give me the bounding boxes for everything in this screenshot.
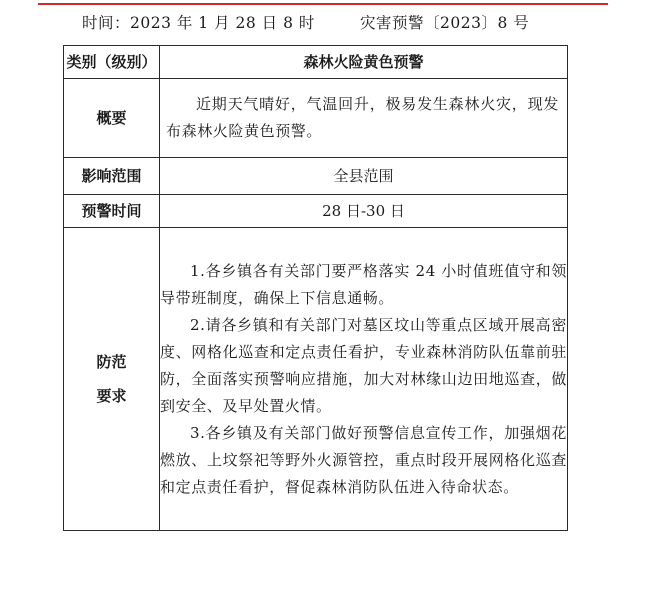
measure-item: 1.各乡镇各有关部门要严格落实 24 小时值班值守和领导带班制度，确保上下信息通畅。 xyxy=(160,261,567,307)
measures-label-line2: 要求 xyxy=(96,387,127,405)
document-number: 灾害预警〔2023〕8 号 xyxy=(360,14,530,32)
scope-value: 全县范围 xyxy=(160,158,568,195)
scope-row xyxy=(64,158,568,195)
measures-cell xyxy=(160,228,568,531)
category-value: 森林火险黄色预警 xyxy=(160,46,568,79)
summary-text: 近期天气晴好，气温回升，极易发生森林火灾，现发布森林火险黄色预警。 xyxy=(166,95,559,140)
issue-time: 时间：2023 年 1 月 28 日 8 时 xyxy=(82,14,315,32)
time-label: 预警时间 xyxy=(64,195,160,228)
category-row xyxy=(64,46,568,79)
summary-cell xyxy=(160,79,568,158)
measure-item: 2.请各乡镇和有关部门对墓区坟山等重点区域开展高密度、网格化巡查和定点责任看护，专业森林消防队伍靠前驻防，全面落实预警响应措施，加大对林缘山边田地巡查，做到安全、及早处置火情。 xyxy=(160,315,567,415)
measures-label-line1: 防范 xyxy=(96,353,127,371)
summary-label: 概要 xyxy=(64,79,160,158)
document-header xyxy=(82,11,602,35)
scope-label: 影响范围 xyxy=(64,158,160,195)
red-header-rule xyxy=(38,3,608,5)
measures-label xyxy=(64,228,160,531)
measure-item: 3.各乡镇及有关部门做好预警信息宣传工作，加强烟花燃放、上坟祭祀等野外火源管控，重点时段开展网格化巡查和定点责任看护，督促森林消防队伍进入待命状态。 xyxy=(160,423,567,496)
time-row xyxy=(64,195,568,228)
summary-row xyxy=(64,79,568,158)
category-label: 类别（级别） xyxy=(64,46,160,79)
time-value: 28 日-30 日 xyxy=(160,195,568,228)
measures-row xyxy=(64,228,568,531)
warning-notice-table xyxy=(63,45,568,531)
